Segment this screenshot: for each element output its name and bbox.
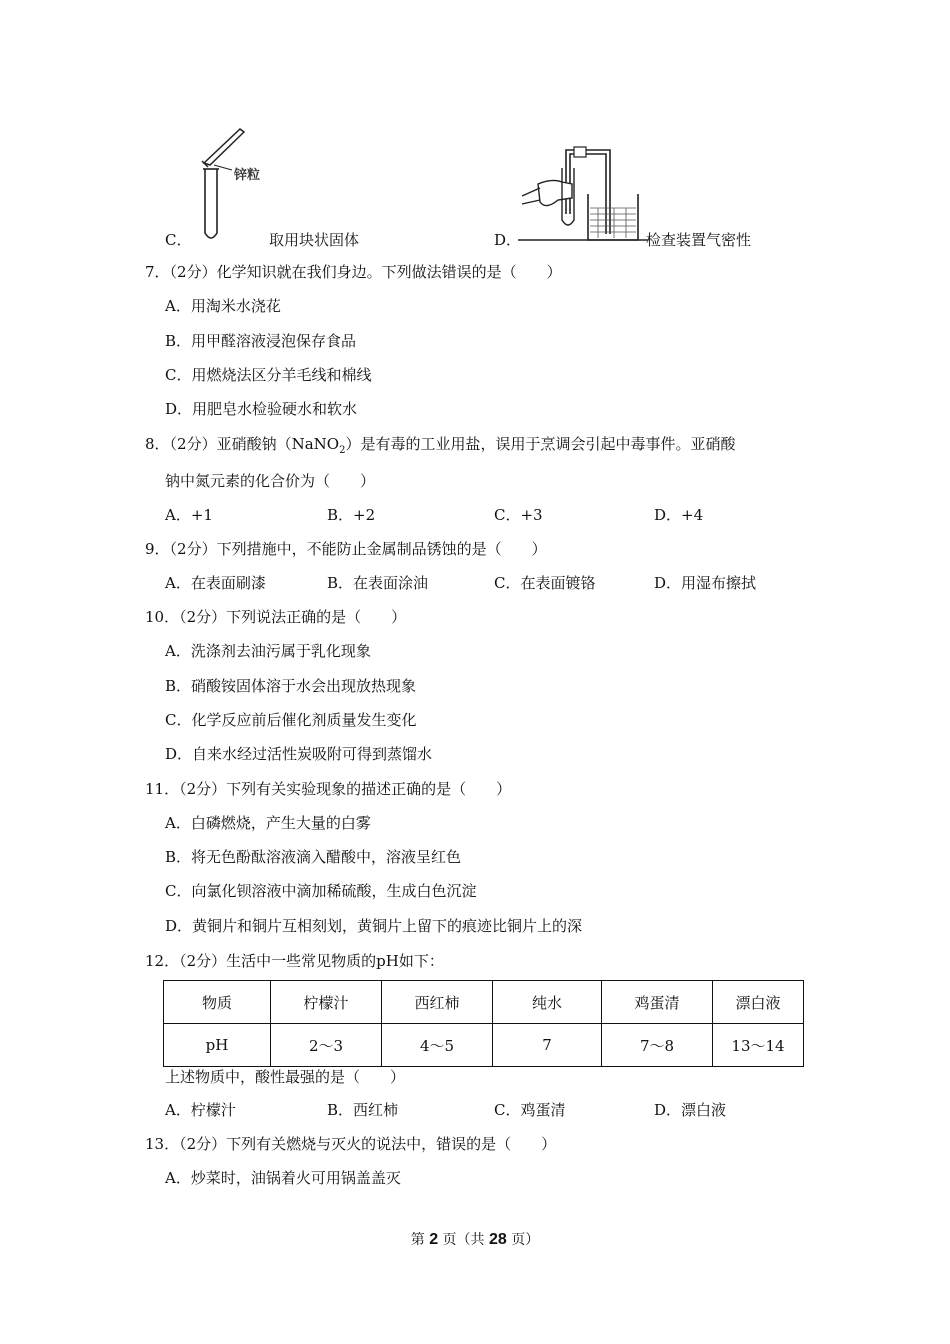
total-pages: 28 xyxy=(489,1231,507,1248)
q7-option-d: D．用肥皂水检验硬水和软水 xyxy=(165,400,358,418)
q11-option-a: A．白磷燃烧，产生大量的白雾 xyxy=(165,814,371,832)
q10-stem: 10．（2分）下列说法正确的是（ ） xyxy=(145,608,407,626)
table-cell: 鸡蛋清 xyxy=(602,981,713,1024)
option-d-letter: D． xyxy=(494,231,522,249)
q8-option-b: B．+2 xyxy=(327,506,376,524)
option-d-label: 检查装置气密性 xyxy=(646,231,752,249)
q7-stem: 7．（2分）化学知识就在我们身边。下列做法错误的是（ ） xyxy=(145,263,562,281)
subscript-2: 2 xyxy=(339,445,346,456)
q11-option-d: D．黄铜片和铜片互相刻划，黄铜片上留下的痕迹比铜片上的深 xyxy=(165,917,583,935)
test-tube-icon xyxy=(205,169,217,238)
q11-stem: 11．（2分）下列有关实验现象的描述正确的是（ ） xyxy=(145,780,512,798)
table-cell: 物质 xyxy=(164,981,271,1024)
q10-option-b: B．硝酸铵固体溶于水会出现放热现象 xyxy=(165,677,417,695)
test-tube-zinc-figure xyxy=(192,125,272,243)
q8-stem: 8．（2分）亚硝酸钠（NaNO$_2$）是有毒的工业用盐，误用于烹调会引起中毒事件。亚硝酸 xyxy=(145,435,736,456)
q10-option-d: D．自来水经过活性炭吸附可得到蒸馏水 xyxy=(165,745,433,763)
q8-option-c: C．+3 xyxy=(494,506,543,524)
page-footer: 第 2 页（共 28 页） xyxy=(410,1231,540,1248)
q7-option-b: B．用甲醛溶液浸泡保存食品 xyxy=(165,332,357,350)
q13-stem: 13．（2分）下列有关燃烧与灭火的说法中，错误的是（ ） xyxy=(145,1135,557,1153)
q12-option-d: D．漂白液 xyxy=(654,1101,727,1119)
table-cell: 7～8 xyxy=(602,1024,713,1067)
q9-option-b: B．在表面涂油 xyxy=(327,574,429,592)
table-cell: 柠檬汁 xyxy=(271,981,382,1024)
q12-option-b: B．西红柿 xyxy=(327,1101,399,1119)
q12-option-a: A．柠檬汁 xyxy=(165,1101,236,1119)
ph-table xyxy=(163,980,804,1067)
q8-option-d: D．+4 xyxy=(654,506,704,524)
q11-option-c: C．向氯化钡溶液中滴加稀硫酸，生成白色沉淀 xyxy=(165,882,477,900)
q13-option-a: A．炒菜时，油锅着火可用锅盖盖灭 xyxy=(165,1169,401,1187)
q8-option-a: A．+1 xyxy=(165,506,213,524)
q9-option-d: D．用湿布擦拭 xyxy=(654,574,757,592)
ph-table-header-row xyxy=(164,981,804,1024)
beaker-icon xyxy=(588,194,638,240)
q9-stem: 9．（2分）下列措施中，不能防止金属制品锈蚀的是（ ） xyxy=(145,540,547,558)
airtightness-check-figure xyxy=(518,138,648,242)
table-cell: 2～3 xyxy=(271,1024,382,1067)
q10-option-a: A．洗涤剂去油污属于乳化现象 xyxy=(165,642,371,660)
hand-icon xyxy=(538,180,572,205)
q8-stem-line2: 钠中氮元素的化合价为（ ） xyxy=(165,472,376,490)
table-cell: 西红柿 xyxy=(382,981,493,1024)
q10-option-c: C．化学反应前后催化剂质量发生变化 xyxy=(165,711,417,729)
table-cell: 漂白液 xyxy=(713,981,804,1024)
q9-option-c: C．在表面镀铬 xyxy=(494,574,596,592)
option-c-letter: C． xyxy=(165,231,192,249)
table-cell: 7 xyxy=(493,1024,602,1067)
q12-option-c: C．鸡蛋清 xyxy=(494,1101,566,1119)
table-cell: 13～14 xyxy=(713,1024,804,1067)
table-cell: 纯水 xyxy=(493,981,602,1024)
table-cell: pH xyxy=(164,1024,271,1067)
q11-option-b: B．将无色酚酞溶液滴入醋酸中，溶液呈红色 xyxy=(165,848,462,866)
q12-question: 上述物质中，酸性最强的是（ ） xyxy=(165,1068,406,1086)
option-c-label: 取用块状固体 xyxy=(269,231,360,249)
tweezers-icon xyxy=(204,129,244,165)
q7-option-c: C．用燃烧法区分羊毛线和棉线 xyxy=(165,366,372,384)
q9-option-a: A．在表面刷漆 xyxy=(165,574,266,592)
q12-stem: 12．（2分）生活中一些常见物质的pH如下： xyxy=(145,952,444,970)
zinc-label: 锌粒 xyxy=(234,168,261,183)
ph-table-value-row xyxy=(164,1024,804,1067)
table-cell: 4～5 xyxy=(382,1024,493,1067)
page-number: 2 xyxy=(429,1231,439,1248)
q7-option-a: A．用淘米水浇花 xyxy=(165,297,281,315)
